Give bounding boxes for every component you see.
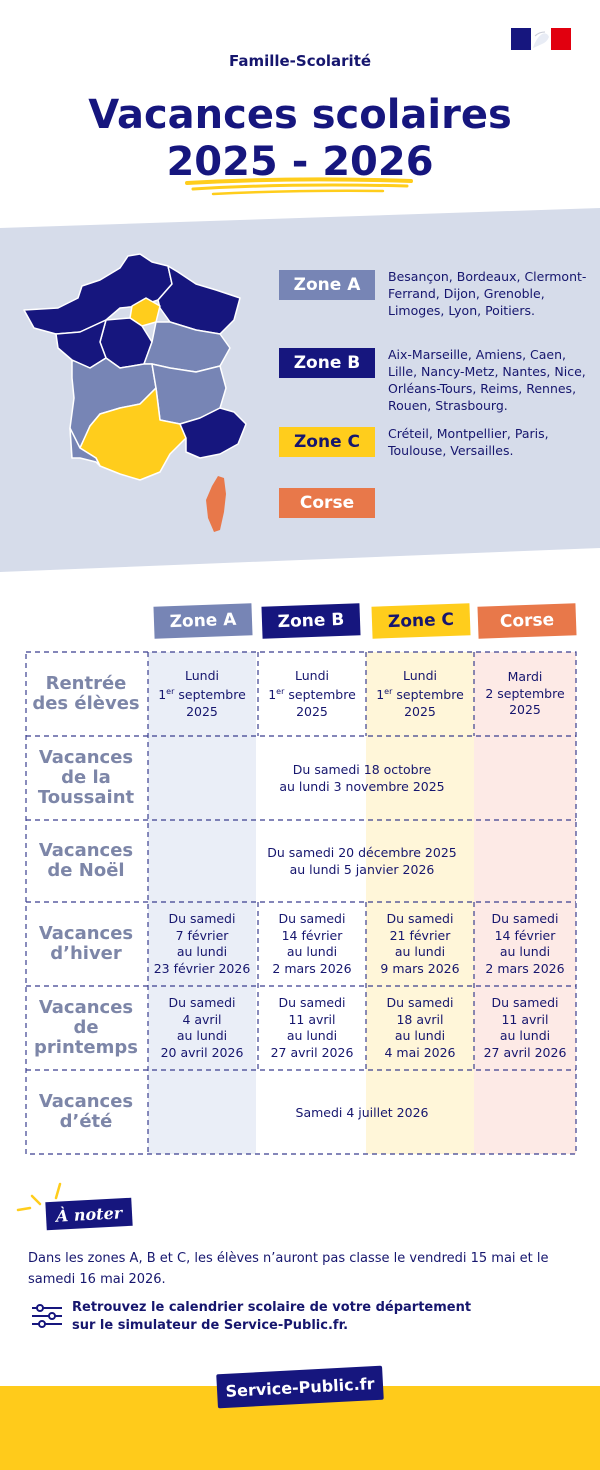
legend-zone-b-cities: Aix-Marseille, Amiens, Caen, Lille, Nancy-Metz, Nantes, Nice, Orléans-Tours, Reims, Rennes, Rouen, Strasbourg. — [388, 347, 586, 413]
header-corse: Corse — [477, 603, 576, 638]
sliders-icon — [30, 1302, 64, 1330]
kicker-label: Famille-Scolarité — [228, 52, 372, 70]
simulator-link[interactable]: Retrouvez le calendrier scolaire de votre département sur le simulateur de Service-Public.fr. — [72, 1300, 472, 1333]
cell-toussaint-all-zones: Du samedi 18 octobre au lundi 3 novembre 2025 — [279, 762, 445, 794]
legend-zone-c-cities: Créteil, Montpellier, Paris, Toulouse, Versailles. — [388, 426, 549, 458]
note-text: Dans les zones A, B et C, les élèves n’auront pas classe le vendredi 15 mai et le samedi 16 mai 2026. — [28, 1251, 549, 1287]
legend-zone-a-badge: Zone A — [279, 270, 375, 300]
header-zone-b: Zone B — [261, 603, 360, 638]
marianne-flag-logo — [511, 28, 571, 50]
row-label-hiver: Vacances d’hiver — [38, 923, 134, 964]
row-label-toussaint: Vacances de la Toussaint — [37, 747, 135, 808]
cell-hiver-zone-b: Du samedi 14 février au lundi 2 mars 2026 — [272, 911, 352, 976]
cell-ete-all-zones: Samedi 4 juillet 2026 — [295, 1104, 429, 1120]
header-zone-c: Zone C — [371, 603, 470, 638]
cell-hiver-zone-c: Du samedi 21 février au lundi 9 mars 2026 — [380, 911, 460, 976]
row-label-ete: Vacances d’été — [38, 1091, 134, 1132]
cell-printemps-zone-a: Du samedi 4 avril au lundi 20 avril 2026 — [160, 995, 244, 1060]
row-label-printemps: Vacances de printemps — [34, 997, 138, 1058]
note-badge: À noter — [45, 1198, 132, 1230]
legend-zone-b-badge: Zone B — [279, 348, 375, 378]
row-label-noel: Vacances de Noël — [38, 840, 134, 881]
cell-rentree-zone-c: Lundi 1er septembre 2025 — [376, 667, 464, 719]
cell-hiver-corse: Du samedi 14 février au lundi 2 mars 2026 — [485, 911, 565, 976]
legend-corse-badge: Corse — [279, 488, 375, 518]
france-zones-map — [20, 248, 252, 538]
cell-hiver-zone-a: Du samedi 7 février au lundi 23 février 2026 — [153, 911, 251, 976]
legend-zone-c-badge: Zone C — [279, 427, 375, 457]
cell-rentree-zone-a: Lundi 1er septembre 2025 — [158, 667, 246, 719]
cell-rentree-zone-b: Lundi 1er septembre 2025 — [268, 667, 356, 719]
cell-rentree-corse: Mardi 2 septembre 2025 — [485, 669, 565, 718]
legend-zone-a-cities: Besançon, Bordeaux, Clermont-Ferrand, Dijon, Grenoble, Limoges, Lyon, Poitiers. — [388, 269, 587, 318]
cell-printemps-zone-b: Du samedi 11 avril au lundi 27 avril 2026 — [270, 995, 354, 1060]
cell-printemps-corse: Du samedi 11 avril au lundi 27 avril 2026 — [483, 995, 567, 1060]
row-label-rentree: Rentrée des élèves — [32, 673, 140, 714]
cell-noel-all-zones: Du samedi 20 décembre 2025 au lundi 5 janvier 2026 — [267, 845, 457, 877]
title-underline — [183, 175, 415, 199]
page-title-line2: 2025 - 2026 — [166, 139, 434, 185]
page-title-line1: Vacances scolaires — [88, 92, 512, 138]
cell-printemps-zone-c: Du samedi 18 avril au lundi 4 mai 2026 — [384, 995, 456, 1060]
service-public-logo[interactable]: Service-Public.fr — [216, 1366, 384, 1409]
header-zone-a: Zone A — [153, 603, 252, 638]
